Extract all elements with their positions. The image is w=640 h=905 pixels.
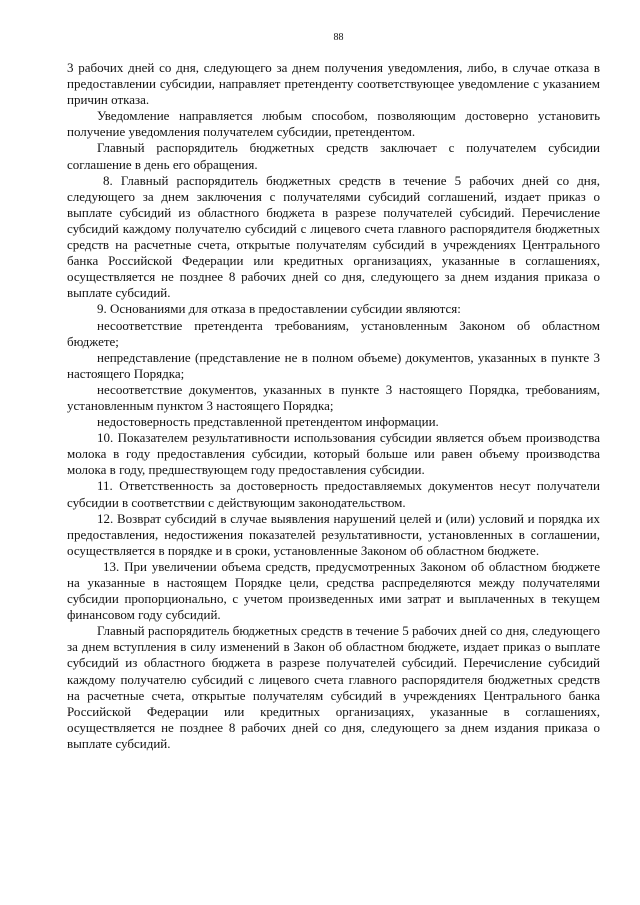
paragraph-item-12: 12. Возврат субсидий в случае выявления нарушений целей и (или) условий и порядка их предоставления, недостижения показателей результативности, установленных в соглашении, осуществляется в порядке и в сроки, установленные Законом об областном бюджете. [67, 510, 600, 558]
paragraph-item-8: 8. Главный распорядитель бюджетных средств в течение 5 рабочих дней со дня, следующего за днем заключения с получателями субсидий соглашений, издает приказ о выплате субсидий из областного бюджета в разрезе получателей субсидий. Перечисление субсидий каждому получателю субсидий с лицевого счета главного распорядителя бюджетных средств на расчетные счета, открытые получателям субсидий в учреждениях Центрального банка Российской Федерации или кредитных организациях, указанные в соглашениях, осуществляется не позднее 8 рабочих дней со дня, следующего за днем издания приказа о выплате субсидий. [67, 172, 600, 301]
paragraph-item-11: 11. Ответственность за достоверность предоставляемых документов несут получатели субсидии в соответствии с действующим законодательством. [67, 478, 600, 510]
paragraph-item-9-reason-1: несоответствие претендента требованиям, установленным Законом об областном бюджете; [67, 317, 600, 349]
paragraph-item-9-reason-3: несоответствие документов, указанных в пункте 3 настоящего Порядка, требованиям, установленным пунктом 3 настоящего Порядка; [67, 381, 600, 413]
paragraph-item-9-reason-2: непредставление (представление не в полном объеме) документов, указанных в пункте 3 настоящего Порядка; [67, 349, 600, 381]
paragraph-item-9-reason-4: недостоверность представленной претендентом информации. [97, 414, 439, 430]
page-number: 88 [333, 32, 344, 43]
paragraph-item-10: 10. Показателем результативности использования субсидии является объем производства молока в году предоставления субсидии, который больше или равен объему производства молока в году, предшествующем году предоставления субсидии. [67, 430, 600, 478]
paragraph-item-13: 13. При увеличении объема средств, предусмотренных Законом об областном бюджете на указанные в настоящем Порядке цели, средства распределяются между получателями субсидии пропорционально, с учетом произведенных ими затрат и выплаченных в текущем финансовом году субсидий. [67, 558, 600, 623]
paragraph-notification: Уведомление направляется любым способом, позволяющим достоверно установить получение уведомления получателем субсидии, претендентом. [67, 108, 600, 140]
paragraph-item-9: 9. Основаниями для отказа в предоставлении субсидии являются: [97, 301, 461, 317]
document-body [67, 60, 600, 752]
paragraph-continuation: 3 рабочих дней со дня, следующего за днем получения уведомления, либо, в случае отказа в предоставлении субсидии, направляет претенденту соответствующее уведомление с указанием причин отказа. [67, 60, 600, 108]
paragraph-item-13-payment: Главный распорядитель бюджетных средств в течение 5 рабочих дней со дня, следующего за днем вступления в силу изменений в Закон об областном бюджете, издает приказ о выплате субсидий из областного бюджета в разрезе получателей субсидий. Перечисление субсидий каждому получателю субсидий с лицевого счета главного распорядителя бюджетных средств на расчетные счета, открытые получателям субсидий в учреждениях Центрального банка Российской Федерации или кредитных организациях, указанные в соглашениях, осуществляется не позднее 8 рабочих дней со дня, следующего за днем издания приказа о выплате субсидий. [67, 623, 600, 751]
paragraph-agreement: Главный распорядитель бюджетных средств заключает с получателем субсидии соглашение в день его обращения. [67, 140, 600, 172]
